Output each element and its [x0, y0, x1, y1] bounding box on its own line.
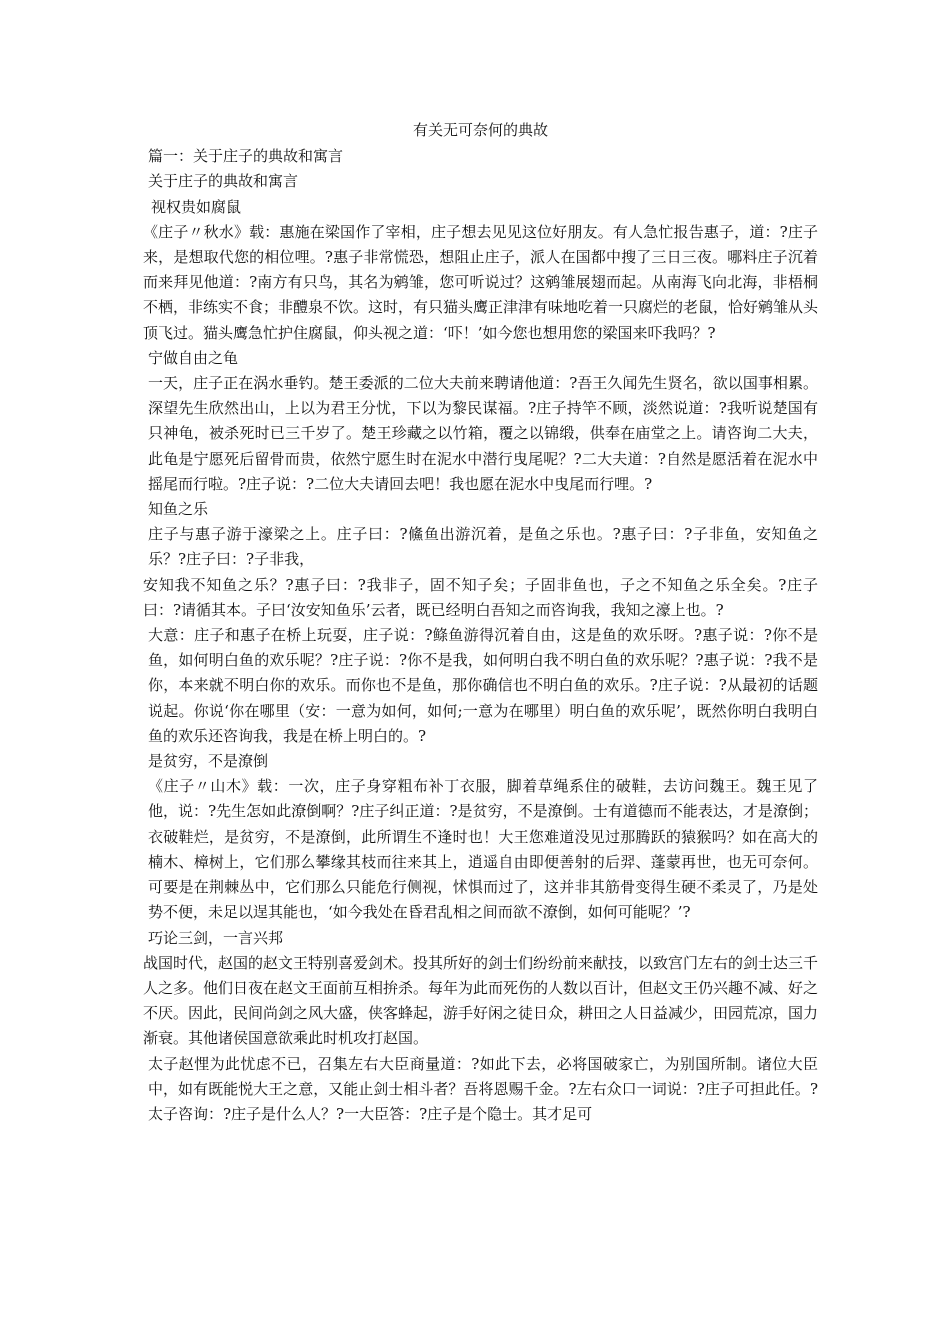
story-heading: 知鱼之乐 — [148, 500, 209, 519]
document-page — [143, 118, 818, 1127]
document-title: 有关无可奈何的典故 — [412, 121, 548, 139]
story-paragraph: 太子赵悝为此忧虑不已，召集左右大臣商量道：?如此下去，必将国破家亡，为别国所制。诸位大臣中，如有既能悦大王之意，又能止剑士相斗者？吾将恩赐千金。?左右众口一词说：?庄子可担此任。?太子咨询：?庄子是什么人？?一大臣答：?庄子是个隐士。其才足可 — [148, 1054, 818, 1123]
sub-heading: 关于庄子的典故和寓言 — [148, 172, 299, 191]
story-heading: 视权贵如腐鼠 — [151, 197, 242, 216]
story-paragraph: 一天，庄子正在涡水垂钓。楚王委派的二位大夫前来聘请他道：?吾王久闻先生贤名，欲以国事相累。深望先生欣然出山，上以为君王分忧，下以为黎民谋福。?庄子持竿不顾，淡然说道：?我听说楚国有只神龟，被杀死时已三千岁了。楚王珍藏之以竹箱，覆之以锦缎，供奉在庙堂之上。请咨询二大夫，此龟是宁愿死后留骨而贵，依然宁愿生时在泥水中潜行曳尾呢？?二大夫道：?自然是愿活着在泥水中摇尾而行啦。?庄子说：?二位大夫请回去吧！我也愿在泥水中曳尾而行哩。? — [148, 374, 818, 493]
story-paragraph: 《庄子〃山木》载：一次，庄子身穿粗布补丁衣服，脚着草绳系住的破鞋，去访问魏王。魏王见了他，说：?先生怎如此潦倒啊？?庄子纠正道：?是贫穷，不是潦倒。士有道德而不能表达，才是潦倒；衣破鞋烂，是贫穷，不是潦倒，此所谓生不逢时也！大王您难道没见过那腾跃的猿猴吗？如在高大的楠木、樟树上，它们那么攀缘其枝而往来其上，逍遥自由即便善射的后羿、蓬蒙再世，也无可奈何。可要是在荆棘丛中，它们那么只能危行侧视，怵惧而过了，这并非其筋骨变得生硬不柔灵了，乃是处势不便，未足以逞其能也，‘如今我处在昏君乱相之间而欲不潦倒，如何可能呢？’? — [148, 777, 818, 922]
section-heading: 篇一：关于庄子的典故和寓言 — [148, 147, 344, 166]
story-heading: 是贫穷，不是潦倒 — [148, 752, 269, 771]
story-paragraph: 安知我不知鱼之乐？?惠子曰：?我非子，固不知子矣；子固非鱼也，子之不知鱼之乐全矣。?庄子曰：?请循其本。子曰‘汝安知鱼乐’云者，既已经明白吾知之而咨询我，我知之濠上也。? — [143, 575, 818, 619]
story-paragraph: 大意：庄子和惠子在桥上玩耍，庄子说：?鲦鱼游得沉着自由，这是鱼的欢乐呀。?惠子说：?你不是鱼，如何明白鱼的欢乐呢？?庄子说：?你不是我，如何明白我不明白鱼的欢乐呢？?惠子说：?我不是你，本来就不明白你的欢乐。而你也不是鱼，那你确信也不明白鱼的欢乐。?庄子说：?从最初的话题说起。你说‘你在哪里（安：一意为如何，如何;一意为在哪里）明白鱼的欢乐呢’，既然你明白我明白鱼的欢乐还咨询我，我是在桥上明白的。? — [148, 626, 818, 745]
story-paragraph: 庄子与惠子游于濠梁之上。庄子曰：?鯈鱼出游沉着，是鱼之乐也。?惠子曰：?子非鱼，安知鱼之乐？?庄子曰：?子非我， — [148, 525, 818, 569]
story-paragraph: 战国时代，赵国的赵文王特别喜爱剑术。投其所好的剑士们纷纷前来献技，以致宫门左右的剑士达三千人之多。他们日夜在赵文王面前互相拚杀。每年为此而死伤的人数以百计，但赵文王仍兴趣不减、好之不厌。因此，民间尚剑之风大盛，侠客蜂起，游手好闲之徒日众，耕田之人日益减少，田园荒凉，国力渐衰。其他诸侯国意欲乘此时机攻打赵国。 — [143, 953, 819, 1048]
story-heading: 宁做自由之龟 — [148, 348, 239, 367]
story-heading: 巧论三剑，一言兴邦 — [148, 928, 284, 947]
story-paragraph: 《庄子〃秋水》载：惠施在梁国作了宰相，庄子想去见见这位好朋友。有人急忙报告惠子，道：?庄子来，是想取代您的相位哩。?惠子非常慌恐，想阻止庄子，派人在国都中搜了三日三夜。哪料庄子沉着而来拜见他道：?南方有只鸟，其名为鹓雏，您可听说过？这鹓雏展翅而起。从南海飞向北海，非梧桐不栖，非练实不食；非醴泉不饮。这时，有只猫头鹰正津津有味地吃着一只腐烂的老鼠，恰好鹓雏从头顶飞过。猫头鹰急忙护住腐鼠，仰头视之道：‘吓！’如今您也想用您的梁国来吓我吗？? — [143, 222, 819, 342]
